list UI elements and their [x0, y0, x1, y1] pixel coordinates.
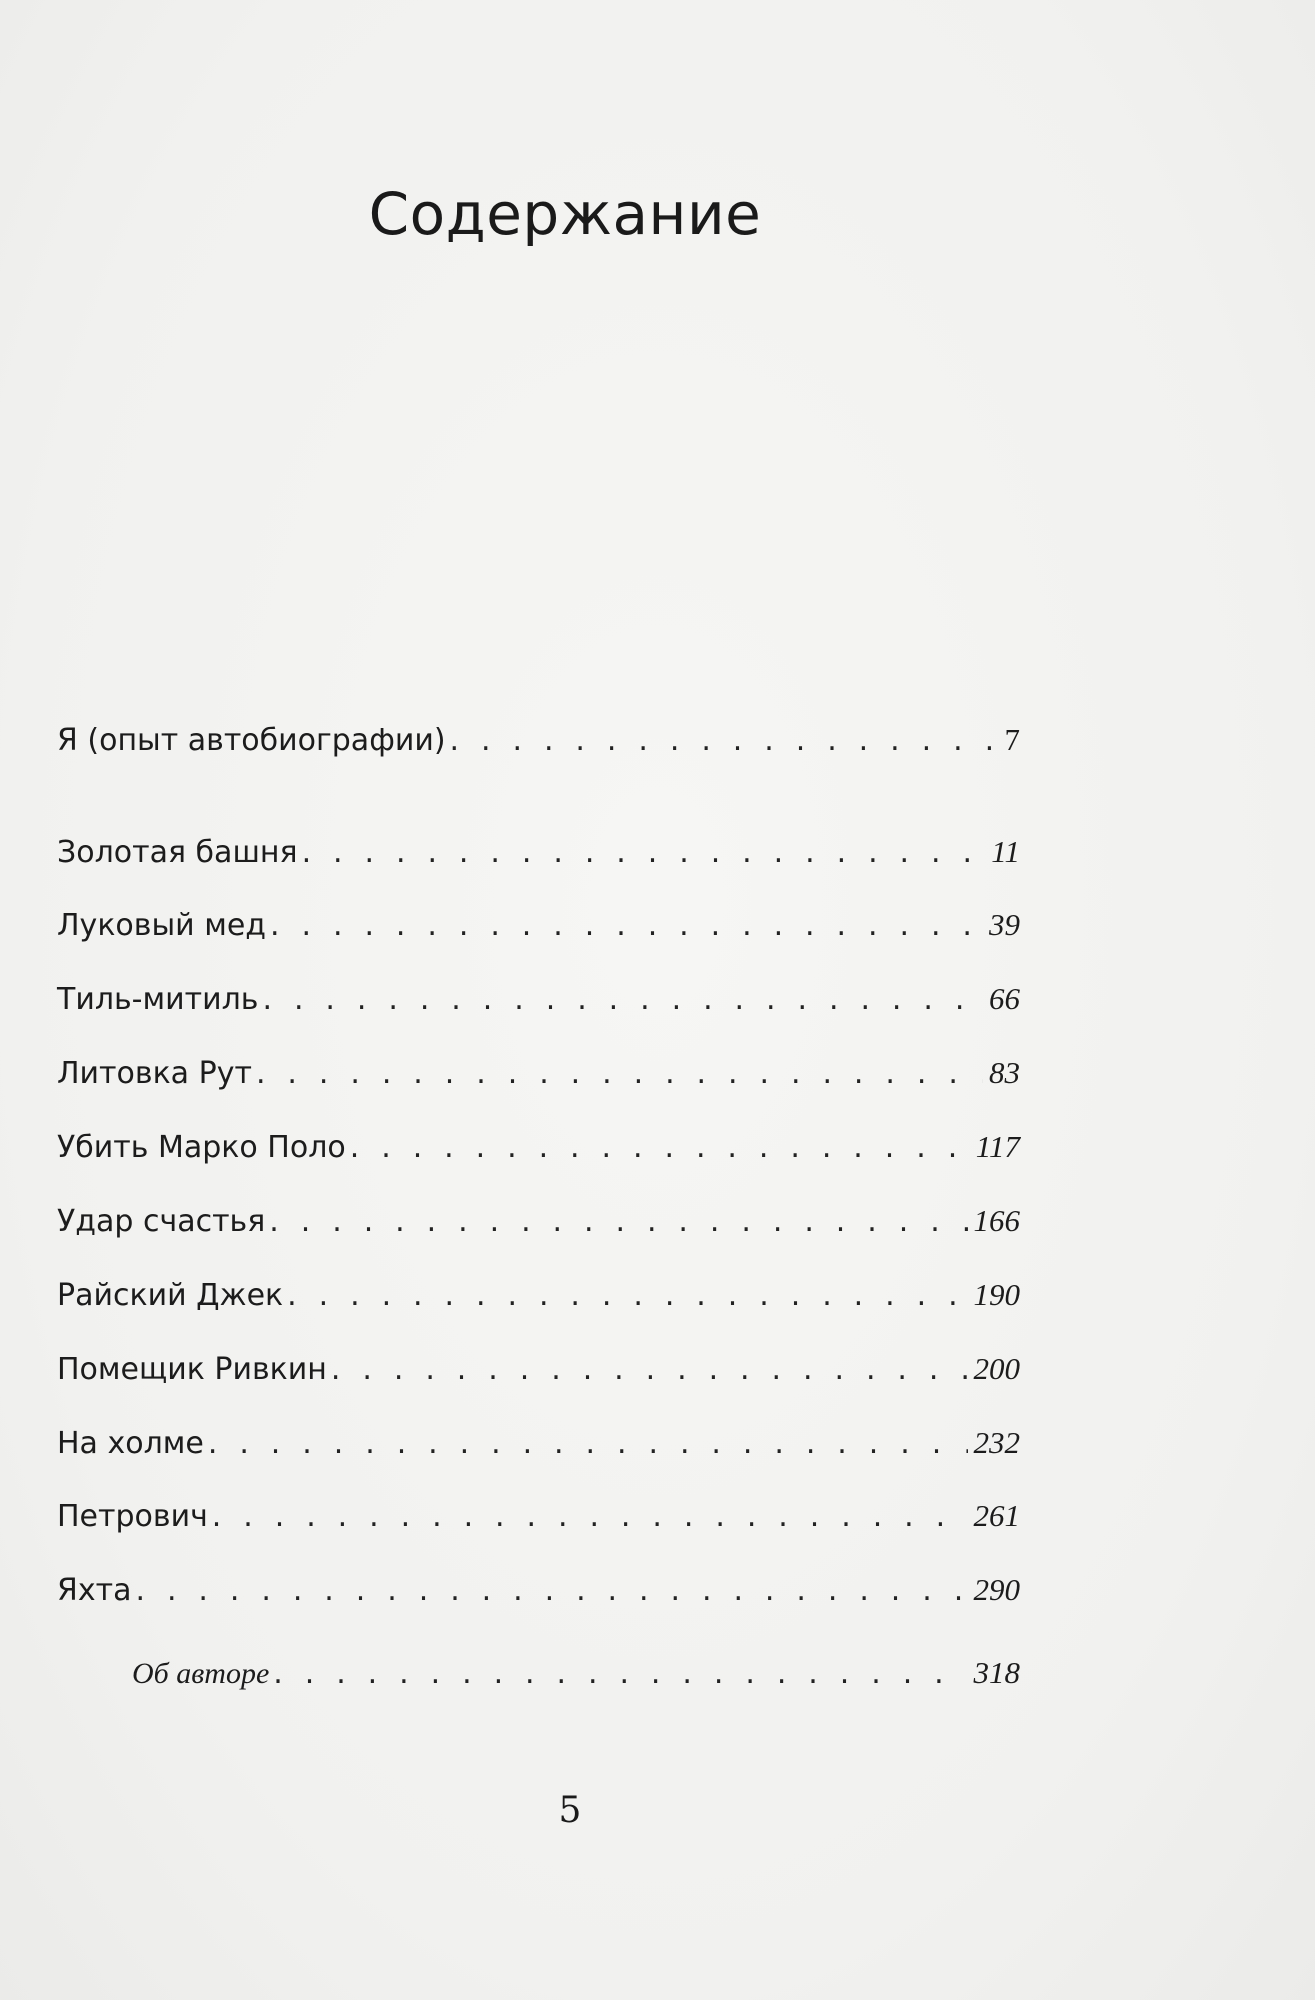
- toc-entry-page: 83: [989, 1055, 1020, 1090]
- toc-entry: [57, 1344, 1020, 1394]
- toc-entry-page: 290: [973, 1572, 1020, 1607]
- toc-entry-title: Удар счастья: [57, 1204, 266, 1239]
- toc-entry-title: Литовка Рут: [57, 1056, 252, 1091]
- toc-entry-title: Я (опыт автобиографии): [57, 723, 446, 758]
- leader-dots: [269, 1197, 967, 1247]
- leader-dots: [208, 1419, 968, 1469]
- toc-entry: [57, 1565, 1020, 1615]
- toc-entry-page: 261: [973, 1498, 1020, 1533]
- toc-entry-page: 318: [973, 1655, 1020, 1690]
- toc-entry-title: Об авторе: [132, 1657, 270, 1690]
- leader-dots: [212, 1492, 968, 1542]
- toc-entry-page: 232: [973, 1425, 1020, 1460]
- toc-entry: [57, 1418, 1020, 1468]
- toc-entry-page: 190: [973, 1277, 1020, 1312]
- toc-entry-page: 11: [991, 834, 1020, 869]
- toc-entry-page: 166: [973, 1203, 1020, 1238]
- toc-entry-title: Убить Марко Поло: [57, 1130, 346, 1165]
- toc-entry: [57, 974, 1020, 1024]
- toc-entry-title: Луковый мед: [57, 908, 267, 943]
- toc-entry: [57, 1048, 1020, 1098]
- leader-dots: [270, 901, 983, 951]
- toc-entry-title: На холме: [57, 1426, 204, 1461]
- toc-entry-title: Тиль-митиль: [57, 982, 259, 1017]
- toc-entry-appendix: [132, 1648, 1020, 1698]
- leader-dots: [331, 1345, 968, 1395]
- leader-dots: [450, 716, 999, 766]
- toc-entry: [57, 900, 1020, 950]
- page-title: Содержание: [368, 180, 762, 248]
- leader-dots: [262, 975, 983, 1025]
- toc-entry-title: Помещик Ривкин: [57, 1352, 327, 1387]
- toc-entry: [57, 1122, 1020, 1172]
- toc-entry: [57, 715, 1020, 765]
- toc-entry: [57, 827, 1020, 877]
- toc-entry-title: Яхта: [57, 1573, 132, 1608]
- leader-dots: [273, 1649, 967, 1699]
- toc-entry-page: 117: [975, 1129, 1020, 1164]
- leader-dots: [135, 1566, 967, 1616]
- leader-dots: [287, 1271, 967, 1321]
- toc-entry-title: Золотая башня: [57, 835, 298, 870]
- leader-dots: [302, 828, 986, 878]
- leader-dots: [256, 1049, 983, 1099]
- toc-entry: [57, 1491, 1020, 1541]
- toc-entry: [57, 1196, 1020, 1246]
- toc-entry-page: 39: [989, 907, 1020, 942]
- toc-entry: [57, 1270, 1020, 1320]
- toc-entry-title: Райский Джек: [57, 1278, 284, 1313]
- page-number: 5: [558, 1790, 582, 1831]
- toc-entry-title: Петрович: [57, 1499, 208, 1534]
- toc-entry-page: 7: [1004, 722, 1020, 757]
- toc-entry-page: 200: [973, 1351, 1020, 1386]
- leader-dots: [350, 1123, 970, 1173]
- toc-entry-page: 66: [989, 981, 1020, 1016]
